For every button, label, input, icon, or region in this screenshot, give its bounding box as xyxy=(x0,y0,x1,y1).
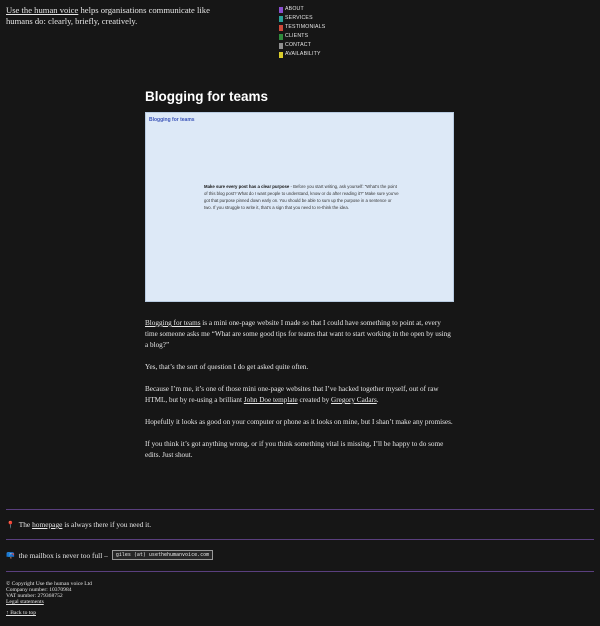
availability-swatch-icon xyxy=(279,52,283,58)
blogging-for-teams-link[interactable]: Blogging for teams xyxy=(145,319,201,327)
paragraph-intro xyxy=(145,318,455,351)
gregory-cadars-link[interactable]: Gregory Cadars xyxy=(331,396,377,404)
screenshot-tip-heading: Make sure every post has a clear purpose xyxy=(204,184,290,189)
divider xyxy=(6,571,594,572)
nav-item-contact[interactable] xyxy=(279,41,325,50)
back-to-top-link[interactable]: ↑ Back to top xyxy=(6,610,36,616)
nav-item-availability[interactable] xyxy=(279,50,325,59)
nav-label: CONTACT xyxy=(285,42,312,48)
screenshot-tip-body: - Before you start writing, ask yourself: “What’s the point of this blog post? What do I want people to understand, know or do after reading it?” Make sure you’ve got that purpose pinned down early on. You should be able to sum up the purpose in a sentence or two. If you struggle to write it, that’s a sign that you need to re-think the idea. xyxy=(204,184,399,210)
site-nav xyxy=(279,5,325,59)
divider xyxy=(6,509,594,510)
screenshot-title: Blogging for teams xyxy=(149,117,195,123)
brand-link[interactable]: Use the human voice xyxy=(6,5,79,15)
nav-label: ABOUT xyxy=(285,6,304,12)
tagline-text: helps organisations communicate like humans do: clearly, briefly, creatively. xyxy=(6,5,210,26)
nav-label: SERVICES xyxy=(285,15,313,21)
homepage-note-text: The xyxy=(18,520,33,529)
paragraph-text: Because I’m me, it’s one of those mini one-page websites that I’ve hacked together myself, out of raw HTML, but by re-using a brilliant xyxy=(145,385,439,404)
company-number: Company number: 10370984 xyxy=(6,587,72,593)
paragraph-feedback: If you think it’s got anything wrong, or if you think something vital is missing, I’ll be happy to do some edits. Just shout. xyxy=(145,440,444,459)
project-screenshot xyxy=(145,112,454,302)
main-content xyxy=(145,88,455,459)
about-swatch-icon xyxy=(279,7,283,13)
clients-swatch-icon xyxy=(279,34,283,40)
mailbox-icon: 📪 xyxy=(6,551,15,559)
paragraph-question: Yes, that’s the sort of question I do get asked quite often. xyxy=(145,363,309,371)
nav-item-about[interactable] xyxy=(279,5,325,14)
screenshot-tip xyxy=(204,184,400,212)
divider xyxy=(6,539,594,540)
article-body xyxy=(145,318,455,472)
email-address[interactable]: giles (at) usethehumanvoice.com xyxy=(112,550,213,560)
testimonials-swatch-icon xyxy=(279,25,283,31)
vat-number: VAT number: 279368752 xyxy=(6,593,63,599)
nav-item-testimonials[interactable] xyxy=(279,23,325,32)
homepage-link[interactable]: homepage xyxy=(32,520,63,529)
services-swatch-icon xyxy=(279,16,283,22)
legal-statements-link[interactable]: Legal statements xyxy=(6,599,44,605)
paragraph-text: created by xyxy=(297,396,332,404)
nav-item-services[interactable] xyxy=(279,14,325,23)
homepage-note xyxy=(6,520,151,529)
mailbox-note-text: the mailbox is never too full – xyxy=(18,550,108,560)
site-footer xyxy=(6,581,92,616)
copyright: © Copyright Use the human voice Ltd xyxy=(6,581,92,587)
pin-icon: 📍 xyxy=(6,521,15,529)
paragraph-text: is a mini one-page website I made so that I could have something to point at, every time someone asks me “What are some good tips for teams that want to start working in the open by using a blog?” xyxy=(145,319,451,349)
paragraph-template xyxy=(145,384,455,406)
john-doe-template-link[interactable]: John Doe template xyxy=(243,396,298,404)
nav-label: TESTIMONIALS xyxy=(285,24,326,30)
nav-label: CLIENTS xyxy=(285,33,309,39)
mailbox-note xyxy=(6,550,213,560)
page-title: Blogging for teams xyxy=(145,89,269,104)
nav-item-clients[interactable] xyxy=(279,32,325,41)
contact-swatch-icon xyxy=(279,43,283,49)
nav-label: AVAILABILITY xyxy=(285,51,321,57)
homepage-note-text: is always there if you need it. xyxy=(62,520,152,529)
paragraph-hope: Hopefully it looks as good on your computer or phone as it looks on mine, but I shan’t make any promises. xyxy=(145,418,453,426)
paragraph-text: . xyxy=(376,396,379,404)
site-tagline xyxy=(6,5,236,27)
